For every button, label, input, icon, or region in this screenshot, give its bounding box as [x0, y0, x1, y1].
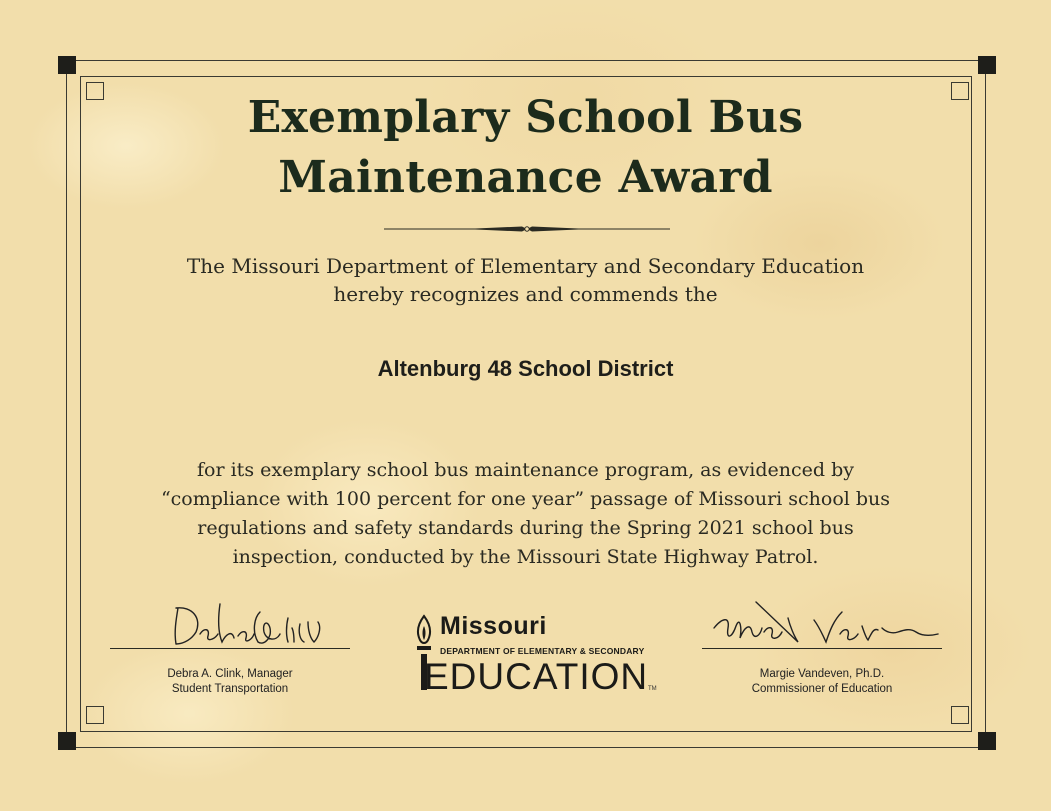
left-signature-block — [110, 598, 350, 697]
signer-title: Student Transportation — [171, 683, 289, 695]
intro-line: hereby recognizes and commends the — [333, 282, 718, 306]
description-line: inspection, conducted by the Missouri State Highway Patrol. — [232, 546, 819, 568]
description-line: for its exemplary school bus maintenance program, as evidenced by — [197, 459, 854, 481]
handwritten-signature — [702, 598, 942, 648]
intro-line: The Missouri Department of Elementary and Secondary Education — [186, 254, 865, 278]
title-line: Maintenance Award — [278, 152, 773, 203]
award-title — [0, 88, 1051, 208]
signer-title: Commissioner of Education — [751, 683, 893, 695]
award-description — [0, 456, 1051, 572]
signature-line — [110, 648, 350, 649]
trademark-mark: TM — [648, 686, 657, 692]
corner-ornament — [978, 732, 996, 750]
recipient-name: Altenburg 48 School District — [377, 356, 674, 381]
intro-text — [0, 252, 1051, 308]
logo-name: Missouri — [440, 612, 547, 640]
logo-department: DEPARTMENT OF ELEMENTARY & SECONDARY — [440, 646, 645, 656]
logo-education: EDUCATION — [424, 656, 649, 697]
title-line: Exemplary School Bus — [247, 92, 804, 143]
description-line: “compliance with 100 percent for one year” passage of Missouri school bus — [160, 488, 891, 510]
right-signature-block — [702, 598, 942, 697]
corner-ornament — [86, 706, 104, 724]
corner-ornament — [58, 732, 76, 750]
corner-ornament — [978, 56, 996, 74]
signature-line — [702, 648, 942, 649]
description-line: regulations and safety standards during the Spring 2021 school bus — [197, 517, 854, 539]
dese-logo — [410, 612, 660, 697]
signer-name: Debra A. Clink, Manager — [167, 668, 293, 680]
signer-name: Margie Vandeven, Ph.D. — [759, 668, 885, 680]
handwritten-signature — [130, 598, 330, 648]
corner-ornament — [951, 706, 969, 724]
corner-ornament — [58, 56, 76, 74]
title-divider — [384, 222, 670, 236]
